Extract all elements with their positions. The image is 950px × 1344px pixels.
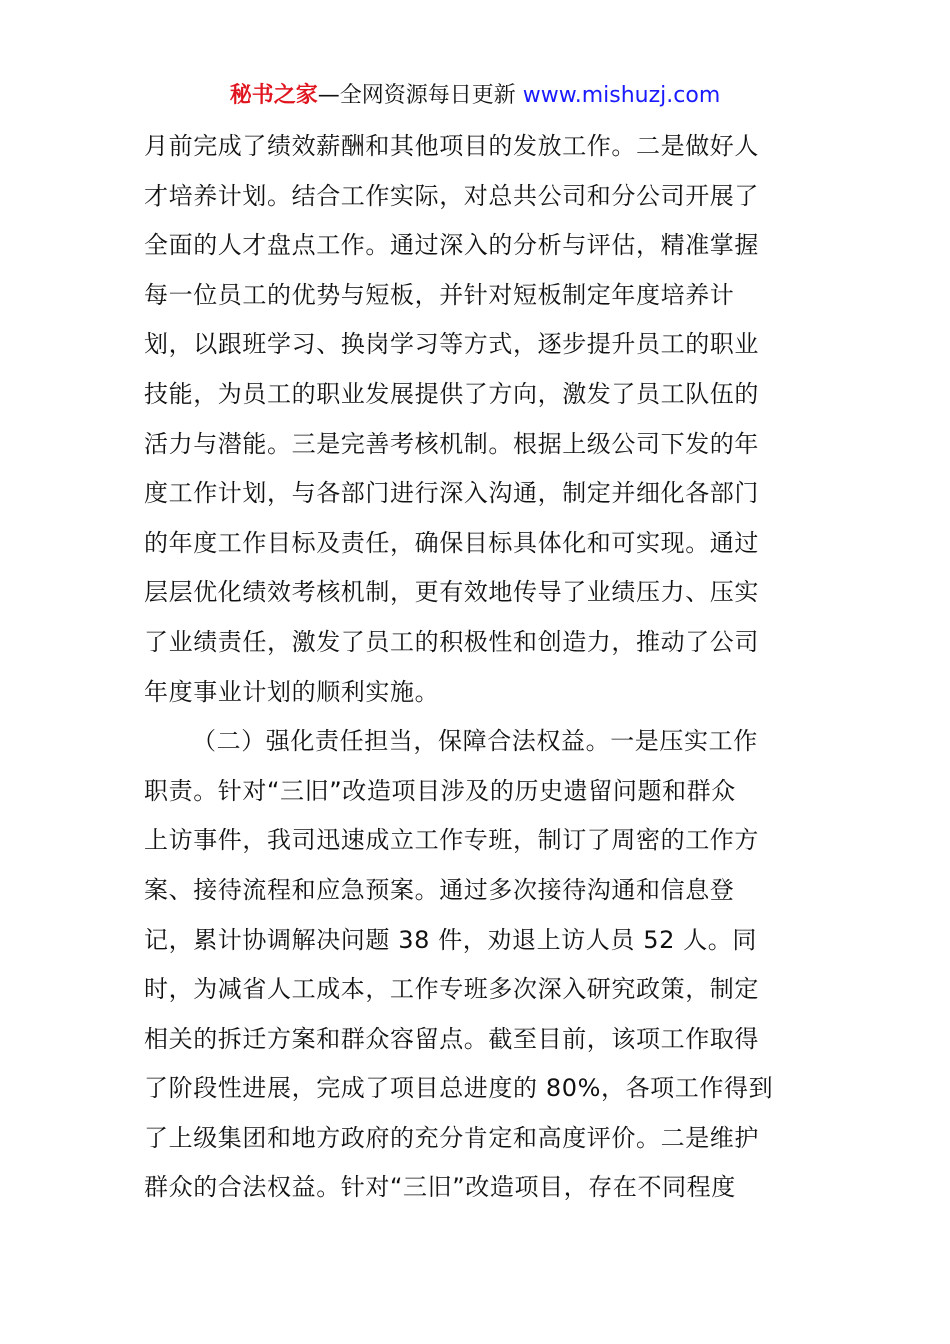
text-line: 职责。针对“三旧”改造项目涉及的历史遗留问题和群众: [144, 776, 736, 805]
section-heading-line: （二）强化责任担当，保障合法权益。一是压实工作: [192, 727, 758, 756]
text-line: 层层优化绩效考核机制，更有效地传导了业绩压力、压实: [144, 578, 759, 607]
text-line: 了上级集团和地方政府的充分肯定和高度评价。二是维护: [144, 1123, 759, 1152]
text-line: 才培养计划。结合工作实际，对总共公司和分公司开展了: [144, 181, 759, 210]
text-line: 技能，为员工的职业发展提供了方向，激发了员工队伍的: [144, 379, 759, 408]
text-line: 案、接待流程和应急预案。通过多次接待沟通和信息登: [144, 875, 735, 904]
text-line: 记，累计协调解决问题 38 件，劝退上访人员 52 人。同: [144, 925, 757, 954]
site-header: [0, 80, 950, 112]
site-tagline: —全网资源每日更新: [317, 83, 516, 108]
text-line: 全面的人才盘点工作。通过深入的分析与评估，精准掌握: [144, 231, 759, 260]
text-line: 年度事业计划的顺利实施。: [144, 677, 440, 706]
text-line: 时，为减省人工成本，工作专班多次深入研究政策，制定: [144, 975, 759, 1004]
document-body: [144, 122, 814, 1213]
site-url-link[interactable]: www.mishuzj.com: [522, 83, 721, 108]
text-line: 活力与潜能。三是完善考核机制。根据上级公司下发的年: [144, 429, 759, 458]
text-line: 相关的拆迁方案和群众容留点。截至目前，该项工作取得: [144, 1024, 759, 1053]
text-line: 划，以跟班学习、换岗学习等方式，逐步提升员工的职业: [144, 330, 759, 359]
text-line: 的年度工作目标及责任，确保目标具体化和可实现。通过: [144, 528, 759, 557]
text-line: 群众的合法权益。针对“三旧”改造项目，存在不同程度: [144, 1173, 736, 1202]
text-line: 每一位员工的优势与短板，并针对短板制定年度培养计: [144, 280, 735, 309]
text-line: 上访事件，我司迅速成立工作专班，制订了周密的工作方: [144, 826, 759, 855]
text-line: 了业绩责任，激发了员工的积极性和创造力，推动了公司: [144, 627, 759, 656]
text-line: 了阶段性进展，完成了项目总进度的 80%，各项工作得到: [144, 1074, 774, 1103]
site-brand: 秘书之家: [229, 83, 318, 108]
text-line: 度工作计划，与各部门进行深入沟通，制定并细化各部门: [144, 479, 759, 508]
text-line: 月前完成了绩效薪酬和其他项目的发放工作。二是做好人: [144, 132, 759, 160]
